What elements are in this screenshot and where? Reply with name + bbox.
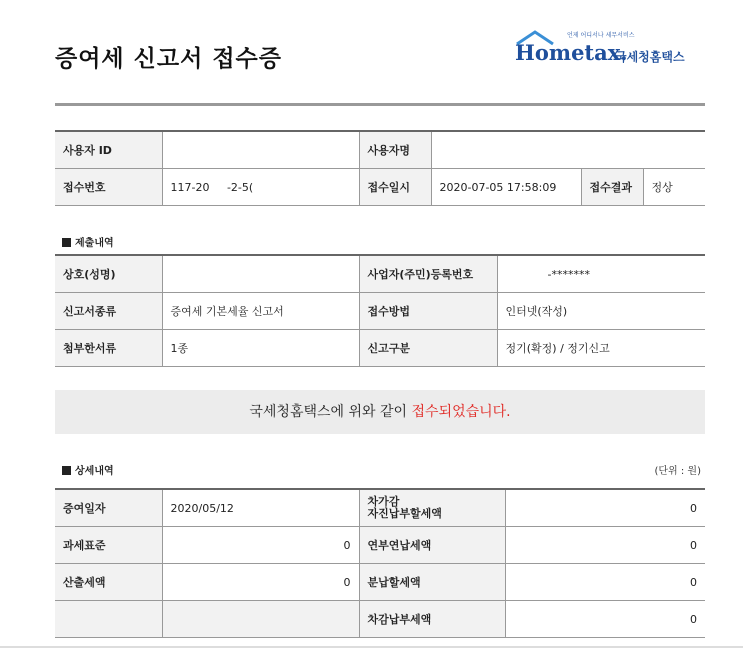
empty-label-cell	[55, 601, 162, 638]
name-value	[162, 255, 359, 293]
table-row	[55, 527, 705, 564]
name-label: 상호(성명)	[55, 255, 162, 293]
category-label: 신고구분	[359, 330, 497, 367]
gift-date-label: 증여일자	[55, 489, 162, 527]
attach-value: 1종	[162, 330, 359, 367]
result-value: 정상	[643, 169, 705, 206]
submission-section-title: 제출내역	[62, 234, 114, 249]
user-id-value	[162, 131, 359, 169]
banner-highlight: 접수되었습니다.	[411, 404, 511, 420]
receipt-no-label: 접수번호	[55, 169, 162, 206]
details-table	[55, 488, 705, 638]
page-title: 증여세 신고서 접수증	[55, 46, 282, 72]
category-value: 정기(확정) / 정기신고	[497, 330, 705, 367]
table-row	[55, 255, 705, 293]
table-row	[55, 330, 705, 367]
square-bullet-icon	[62, 466, 71, 475]
reg-no-label: 사업자(주민)등록번호	[359, 255, 497, 293]
installment-value: 0	[505, 527, 705, 564]
table-row	[55, 489, 705, 527]
split-value: 0	[505, 564, 705, 601]
page-bottom-edge	[0, 646, 743, 648]
table-row	[55, 564, 705, 601]
unit-label: (단위 : 원)	[654, 466, 701, 477]
submission-table	[55, 254, 705, 367]
user-info-table	[55, 130, 705, 206]
user-id-label: 사용자 ID	[55, 131, 162, 169]
table-row	[55, 169, 705, 206]
gift-date-value: 2020/05/12	[162, 489, 359, 527]
form-type-label: 신고서종류	[55, 293, 162, 330]
tax-base-label: 과세표준	[55, 527, 162, 564]
net-pay-label: 차감납부세액	[359, 601, 505, 638]
split-label: 분납할세액	[359, 564, 505, 601]
result-label: 접수결과	[581, 169, 643, 206]
table-row	[55, 293, 705, 330]
logo-tagline: 언제 어디서나 세무서비스	[567, 32, 635, 39]
square-bullet-icon	[62, 238, 71, 247]
table-row	[55, 131, 705, 169]
receipt-date-value: 2020-07-05 17:58:09	[431, 169, 581, 206]
tax-base-value: 0	[162, 527, 359, 564]
reg-no-value: -*******	[497, 255, 705, 293]
receipt-date-label: 접수일시	[359, 169, 431, 206]
calc-tax-label: 산출세액	[55, 564, 162, 601]
details-section-title: 상세내역	[62, 462, 114, 477]
user-name-value	[431, 131, 705, 169]
empty-value-cell	[162, 601, 359, 638]
logo-brand-sub: 국세청홈택스	[615, 50, 685, 64]
logo-brand: Hometax.	[515, 40, 628, 65]
header-divider	[55, 103, 705, 106]
deduct-label: 차가감 자진납부할세액	[359, 489, 505, 527]
net-pay-value: 0	[505, 601, 705, 638]
hometax-logo	[515, 30, 705, 70]
user-name-label: 사용자명	[359, 131, 431, 169]
banner-text: 국세청홈택스에 위와 같이	[249, 404, 412, 420]
confirmation-banner	[55, 390, 705, 434]
form-type-value: 증여세 기본세율 신고서	[162, 293, 359, 330]
attach-label: 첨부한서류	[55, 330, 162, 367]
method-label: 접수방법	[359, 293, 497, 330]
method-value: 인터넷(작성)	[497, 293, 705, 330]
calc-tax-value: 0	[162, 564, 359, 601]
deduct-value: 0	[505, 489, 705, 527]
table-row	[55, 601, 705, 638]
receipt-no-value: 117-20 -2-5(	[162, 169, 359, 206]
installment-label: 연부연납세액	[359, 527, 505, 564]
